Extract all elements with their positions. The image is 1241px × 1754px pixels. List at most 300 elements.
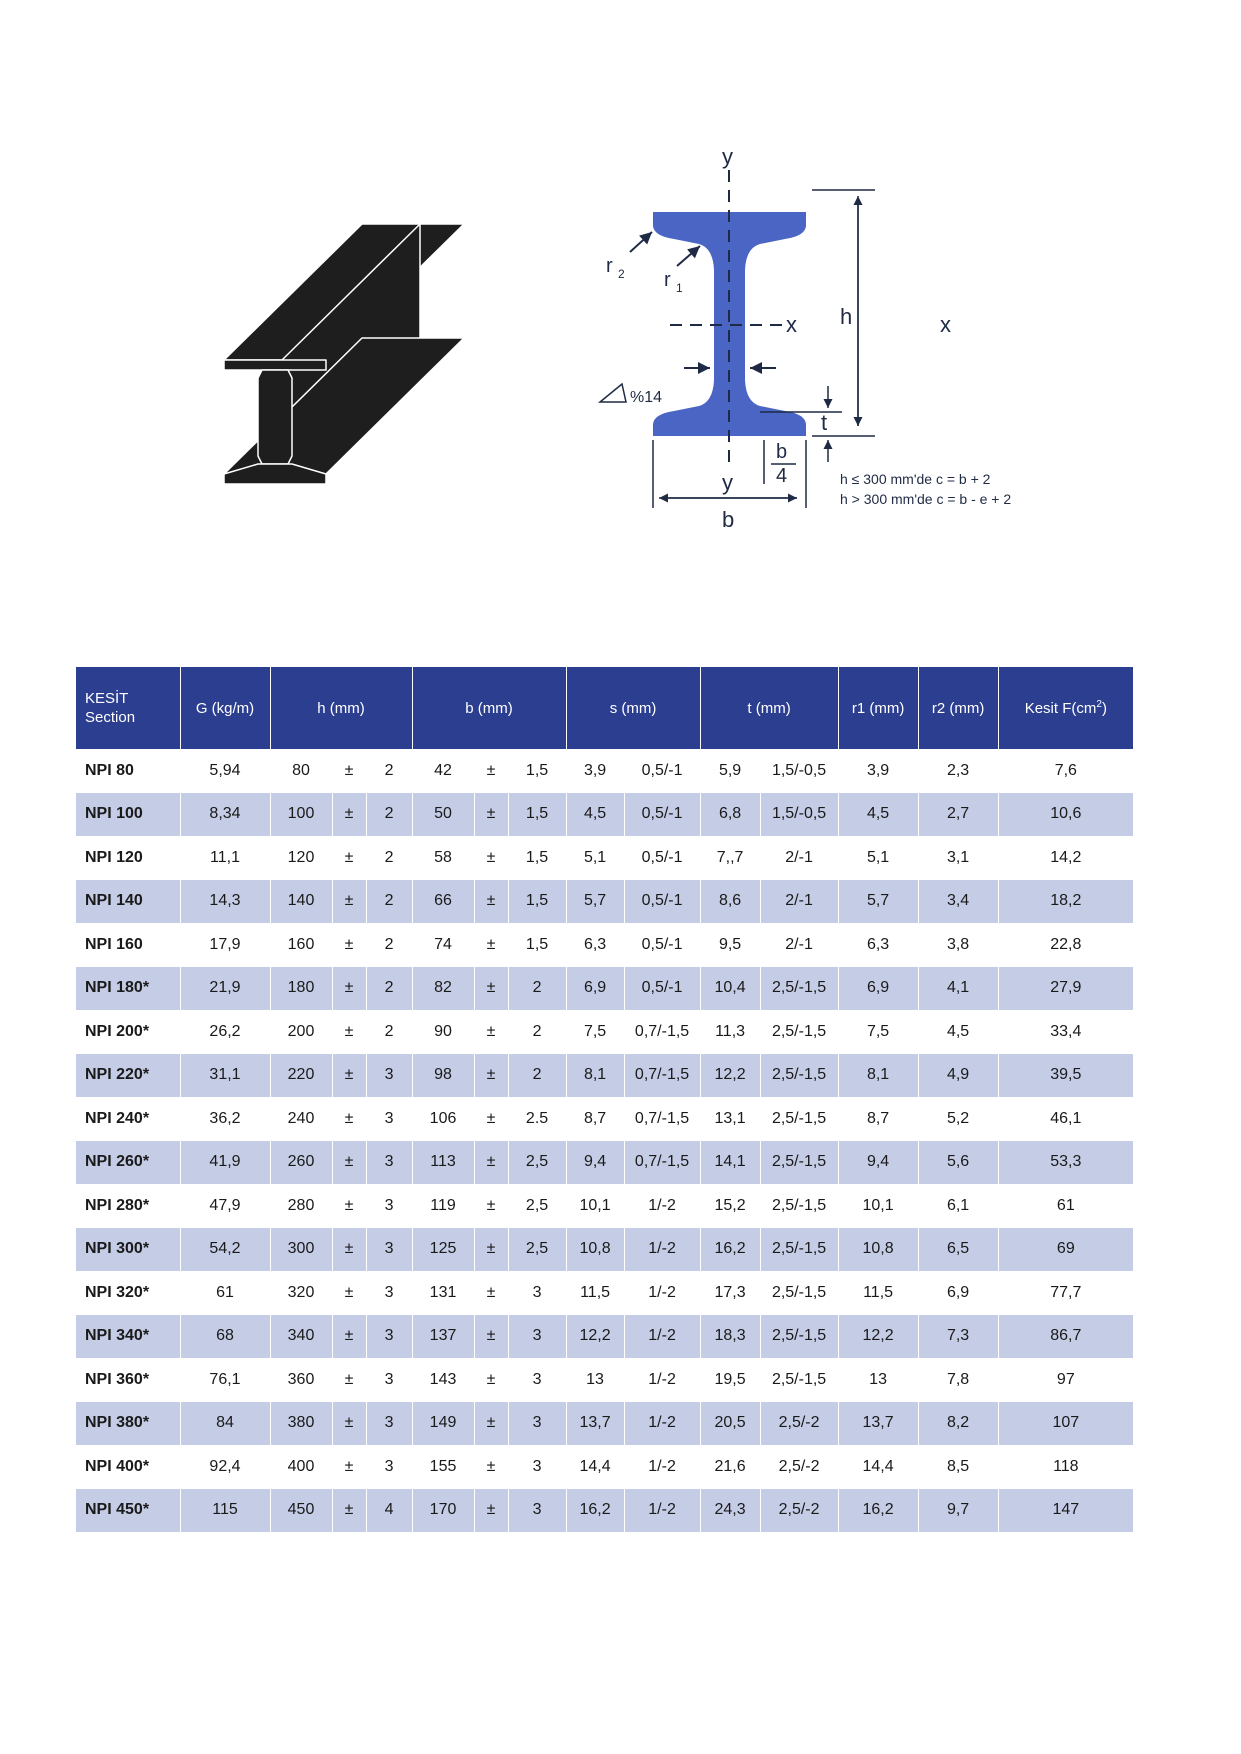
table-cell: 53,3: [998, 1141, 1133, 1185]
table-cell: ±: [332, 1010, 366, 1054]
table-cell: 0,5/-1: [624, 749, 700, 793]
table-cell: 2,5/-2: [760, 1445, 838, 1489]
table-cell: ±: [474, 793, 508, 837]
table-cell: ±: [332, 1141, 366, 1185]
table-cell: 3: [366, 1402, 412, 1446]
table-cell: 12,2: [566, 1315, 624, 1359]
table-cell: 360: [270, 1358, 332, 1402]
table-cell: ±: [332, 749, 366, 793]
table-cell: 6,9: [838, 967, 918, 1011]
table-cell: 8,6: [700, 880, 760, 924]
table-cell: 18,3: [700, 1315, 760, 1359]
table-cell: 2,5/-1,5: [760, 1010, 838, 1054]
note-line-1: h ≤ 300 mm'de c = b + 2: [840, 471, 991, 487]
header-width: b (mm): [412, 667, 566, 749]
table-cell: 2: [508, 1010, 566, 1054]
table-row: [76, 1445, 1133, 1489]
table-cell: ±: [474, 1315, 508, 1359]
section-name-cell: NPI 320*: [85, 1283, 150, 1301]
table-cell: 3: [366, 1445, 412, 1489]
table-cell: 4,1: [918, 967, 998, 1011]
table-row: [76, 1228, 1133, 1272]
table-row: [76, 1141, 1133, 1185]
table-cell: ±: [332, 1054, 366, 1098]
table-cell: 140: [270, 880, 332, 924]
table-cell: 7,3: [918, 1315, 998, 1359]
table-row: [76, 1010, 1133, 1054]
table-cell: 27,9: [998, 967, 1133, 1011]
table-cell: 6,9: [566, 967, 624, 1011]
table-cell: 137: [412, 1315, 474, 1359]
table-cell: 5,2: [918, 1097, 998, 1141]
table-row: [76, 1271, 1133, 1315]
table-cell: 1,5: [508, 749, 566, 793]
table-cell: 3,4: [918, 880, 998, 924]
header-height: h (mm): [270, 667, 412, 749]
table-cell: ±: [332, 880, 366, 924]
table-cell: 2,5/-1,5: [760, 967, 838, 1011]
table-cell: 16,2: [566, 1489, 624, 1533]
table-cell: 7,6: [998, 749, 1133, 793]
table-cell: 5,1: [838, 836, 918, 880]
b-quarter-numerator: b: [776, 441, 788, 463]
table-cell: 8,1: [566, 1054, 624, 1098]
table-cell: ±: [332, 1228, 366, 1272]
table-cell: 41,9: [180, 1141, 270, 1185]
header-weight: G (kg/m): [180, 667, 270, 749]
width-label: b: [722, 507, 735, 532]
header-flange-thickness: t (mm): [700, 667, 838, 749]
table-cell: 2: [366, 836, 412, 880]
table-cell: 2,5/-1,5: [760, 1184, 838, 1228]
table-cell: 5,6: [918, 1141, 998, 1185]
table-cell: 125: [412, 1228, 474, 1272]
table-cell: 26,2: [180, 1010, 270, 1054]
table-cell: 12,2: [838, 1315, 918, 1359]
table-cell: 20,5: [700, 1402, 760, 1446]
table-cell: 61: [998, 1184, 1133, 1228]
table-cell: 3,1: [918, 836, 998, 880]
table-cell: 98: [412, 1054, 474, 1098]
table-cell: 2,5/-1,5: [760, 1271, 838, 1315]
table-cell: ±: [474, 1358, 508, 1402]
table-cell: 2,5/-1,5: [760, 1141, 838, 1185]
table-cell: 6,3: [566, 923, 624, 967]
table-cell: 21,9: [180, 967, 270, 1011]
table-cell: 10,1: [838, 1184, 918, 1228]
table-cell: 2,5: [508, 1184, 566, 1228]
table-cell: 80: [270, 749, 332, 793]
table-cell: 1,5: [508, 836, 566, 880]
table-cell: 155: [412, 1445, 474, 1489]
table-cell: 14,2: [998, 836, 1133, 880]
table-cell: 36,2: [180, 1097, 270, 1141]
table-cell: 0,5/-1: [624, 836, 700, 880]
table-cell: 119: [412, 1184, 474, 1228]
table-cell: 58: [412, 836, 474, 880]
table-cell: 6,8: [700, 793, 760, 837]
table-cell: ±: [474, 1141, 508, 1185]
table-cell: 3: [366, 1097, 412, 1141]
r2-subscript: 2: [618, 267, 625, 281]
table-cell: 120: [270, 836, 332, 880]
section-name-cell: NPI 100: [76, 793, 180, 837]
table-cell: ±: [332, 1445, 366, 1489]
flange-thickness-label: t: [821, 410, 828, 435]
table-cell: 31,1: [180, 1054, 270, 1098]
table-row: [76, 1054, 1133, 1098]
table-cell: 1,5/-0,5: [760, 749, 838, 793]
table-cell: 4: [366, 1489, 412, 1533]
header-section-tr: KESİT: [85, 690, 129, 707]
table-cell: ±: [474, 1228, 508, 1272]
table-cell: 113: [412, 1141, 474, 1185]
table-cell: 2: [366, 793, 412, 837]
table-cell: 3,9: [566, 749, 624, 793]
table-cell: 280: [270, 1184, 332, 1228]
table-cell: 74: [412, 923, 474, 967]
table-cell: 10,1: [566, 1184, 624, 1228]
table-cell: 2/-1: [760, 836, 838, 880]
table-cell: 2/-1: [760, 880, 838, 924]
table-cell: 50: [412, 793, 474, 837]
section-name-cell: NPI 160: [85, 935, 143, 953]
table-cell: 86,7: [998, 1315, 1133, 1359]
table-cell: 11,1: [180, 836, 270, 880]
table-row: [76, 1097, 1133, 1141]
table-cell: 6,3: [838, 923, 918, 967]
table-cell: 2: [366, 1010, 412, 1054]
table-cell: 16,2: [838, 1489, 918, 1533]
table-cell: 0,7/-1,5: [624, 1141, 700, 1185]
table-row: [76, 880, 1133, 924]
table-cell: 3: [508, 1271, 566, 1315]
table-cell: 2,3: [918, 749, 998, 793]
table-cell: 2: [366, 749, 412, 793]
table-cell: 118: [998, 1445, 1133, 1489]
table-cell: 17,3: [700, 1271, 760, 1315]
table-cell: 0,5/-1: [624, 880, 700, 924]
table-cell: 2,5/-2: [760, 1489, 838, 1533]
table-cell: ±: [474, 1054, 508, 1098]
table-cell: 1,5: [508, 923, 566, 967]
table-cell: 61: [180, 1271, 270, 1315]
table-cell: 320: [270, 1271, 332, 1315]
table-cell: 2: [366, 880, 412, 924]
table-cell: 3: [508, 1315, 566, 1359]
table-cell: 2,5: [508, 1228, 566, 1272]
table-cell: 3: [508, 1445, 566, 1489]
table-cell: 66: [412, 880, 474, 924]
table-cell: 200: [270, 1010, 332, 1054]
table-cell: 2,7: [918, 793, 998, 837]
table-row: [76, 1315, 1133, 1359]
table-cell: 106: [412, 1097, 474, 1141]
table-cell: 1/-2: [624, 1489, 700, 1533]
table-cell: 14,4: [566, 1445, 624, 1489]
table-cell: 3: [366, 1271, 412, 1315]
section-name-cell: NPI 80: [85, 761, 134, 779]
table-cell: 2: [366, 923, 412, 967]
table-cell: 115: [180, 1489, 270, 1533]
table-row: [76, 1489, 1133, 1533]
table-cell: 69: [998, 1228, 1133, 1272]
header-section-en: Section: [85, 709, 136, 726]
table-cell: 68: [180, 1315, 270, 1359]
table-cell: 1,5/-0,5: [760, 793, 838, 837]
table-cell: 220: [270, 1054, 332, 1098]
table-cell: 240: [270, 1097, 332, 1141]
table-cell: ±: [474, 1271, 508, 1315]
table-cell: 6,1: [918, 1184, 998, 1228]
axis-y-bottom-label: y: [722, 470, 733, 495]
table-row: [76, 836, 1133, 880]
r1-label: r: [664, 269, 671, 291]
npi-specification-table: [76, 667, 1133, 1532]
table-cell: ±: [474, 1097, 508, 1141]
axis-x-label: x: [786, 312, 797, 337]
table-cell: 2: [508, 1054, 566, 1098]
table-cell: 3: [366, 1141, 412, 1185]
header-section: [76, 667, 180, 749]
table-cell: 1/-2: [624, 1358, 700, 1402]
table-cell: 3: [366, 1228, 412, 1272]
table-cell: 2,5/-1,5: [760, 1358, 838, 1402]
section-name-cell: NPI 400*: [85, 1457, 150, 1475]
table-cell: 100: [270, 793, 332, 837]
table-cell: 1/-2: [624, 1228, 700, 1272]
table-cell: 147: [998, 1489, 1133, 1533]
table-cell: 19,5: [700, 1358, 760, 1402]
table-cell: 8,2: [918, 1402, 998, 1446]
table-cell: 14,4: [838, 1445, 918, 1489]
section-name-cell: NPI 380*: [76, 1402, 180, 1446]
table-cell: 143: [412, 1358, 474, 1402]
table-cell: 47,9: [180, 1184, 270, 1228]
table-cell: ±: [474, 749, 508, 793]
table-cell: 0,7/-1,5: [624, 1010, 700, 1054]
table-cell: ±: [474, 923, 508, 967]
table-cell: 8,7: [566, 1097, 624, 1141]
table-cell: 1/-2: [624, 1184, 700, 1228]
table-cell: 5,1: [566, 836, 624, 880]
table-cell: ±: [474, 880, 508, 924]
table-cell: 10,8: [838, 1228, 918, 1272]
table-cell: 18,2: [998, 880, 1133, 924]
table-cell: 450: [270, 1489, 332, 1533]
table-cell: 149: [412, 1402, 474, 1446]
axis-y-top-label: y: [722, 144, 733, 169]
table-cell: 0,5/-1: [624, 967, 700, 1011]
table-cell: 4,5: [918, 1010, 998, 1054]
table-cell: ±: [332, 1315, 366, 1359]
table-cell: 97: [998, 1358, 1133, 1402]
table-cell: ±: [332, 923, 366, 967]
table-cell: ±: [474, 836, 508, 880]
table-cell: 1/-2: [624, 1445, 700, 1489]
table-cell: 3: [508, 1489, 566, 1533]
table-cell: 170: [412, 1489, 474, 1533]
table-row: [76, 793, 1133, 837]
table-cell: ±: [474, 1010, 508, 1054]
table-cell: 82: [412, 967, 474, 1011]
table-cell: 2,5/-2: [760, 1402, 838, 1446]
table-cell: 260: [270, 1141, 332, 1185]
table-cell: 14,1: [700, 1141, 760, 1185]
table-cell: 340: [270, 1315, 332, 1359]
i-beam-3d-illustration: [222, 218, 472, 498]
table-cell: 8,5: [918, 1445, 998, 1489]
r2-label: r: [606, 255, 613, 277]
table-cell: 84: [180, 1402, 270, 1446]
table-cell: 3: [366, 1054, 412, 1098]
table-cell: 400: [270, 1445, 332, 1489]
table-cell: 21,6: [700, 1445, 760, 1489]
table-cell: 107: [998, 1402, 1133, 1446]
section-name-cell: NPI 450*: [76, 1489, 180, 1533]
table-cell: 9,4: [838, 1141, 918, 1185]
table-cell: 10,8: [566, 1228, 624, 1272]
table-cell: 3: [366, 1315, 412, 1359]
table-row: [76, 923, 1133, 967]
table-cell: 1/-2: [624, 1402, 700, 1446]
table-cell: 2: [508, 967, 566, 1011]
table-cell: 2.5: [508, 1097, 566, 1141]
table-cell: 54,2: [180, 1228, 270, 1272]
table-cell: 8,1: [838, 1054, 918, 1098]
table-cell: 13,7: [566, 1402, 624, 1446]
table-cell: ±: [332, 967, 366, 1011]
table-cell: 13,1: [700, 1097, 760, 1141]
table-cell: 7,5: [838, 1010, 918, 1054]
table-cell: 4,5: [838, 793, 918, 837]
table-cell: 7,8: [918, 1358, 998, 1402]
table-cell: 3,8: [918, 923, 998, 967]
table-cell: ±: [474, 1184, 508, 1228]
table-cell: 0,7/-1,5: [624, 1097, 700, 1141]
table-cell: 4,9: [918, 1054, 998, 1098]
table-cell: 0,5/-1: [624, 923, 700, 967]
table-cell: 9,5: [700, 923, 760, 967]
table-cell: 0,5/-1: [624, 793, 700, 837]
table-cell: 3,9: [838, 749, 918, 793]
b-quarter-denominator: 4: [776, 465, 788, 487]
table-cell: 4,5: [566, 793, 624, 837]
table-cell: 6,9: [918, 1271, 998, 1315]
table-cell: 1,5: [508, 793, 566, 837]
table-cell: 13: [838, 1358, 918, 1402]
table-cell: 7,5: [566, 1010, 624, 1054]
i-beam-cross-section-diagram: [590, 140, 1110, 560]
section-name-cell: NPI 220*: [76, 1054, 180, 1098]
table-cell: 1/-2: [624, 1271, 700, 1315]
table-cell: 90: [412, 1010, 474, 1054]
section-name-cell: NPI 180*: [76, 967, 180, 1011]
section-name-cell: NPI 260*: [76, 1141, 180, 1185]
table-cell: 2,5/-1,5: [760, 1315, 838, 1359]
height-label: h: [840, 304, 853, 329]
table-cell: ±: [332, 836, 366, 880]
table-cell: 92,4: [180, 1445, 270, 1489]
table-cell: 2,5/-1,5: [760, 1054, 838, 1098]
table-cell: 46,1: [998, 1097, 1133, 1141]
header-r2: r2 (mm): [918, 667, 998, 749]
table-cell: 33,4: [998, 1010, 1133, 1054]
table-cell: 3: [508, 1402, 566, 1446]
table-cell: 17,9: [180, 923, 270, 967]
table-cell: 13: [566, 1358, 624, 1402]
table-cell: 160: [270, 923, 332, 967]
table-cell: 76,1: [180, 1358, 270, 1402]
table-cell: ±: [332, 1358, 366, 1402]
table-cell: 2,5: [508, 1141, 566, 1185]
section-name-cell: NPI 120: [85, 848, 143, 866]
table-cell: 2,5/-1,5: [760, 1097, 838, 1141]
axis-x-far-label: x: [940, 312, 951, 337]
slope-label: %14: [630, 389, 663, 406]
table-cell: 2,5/-1,5: [760, 1228, 838, 1272]
table-cell: ±: [332, 1097, 366, 1141]
table-row: [76, 749, 1133, 793]
table-cell: 1,5: [508, 880, 566, 924]
table-cell: 2/-1: [760, 923, 838, 967]
table-cell: 9,4: [566, 1141, 624, 1185]
table-cell: 131: [412, 1271, 474, 1315]
table-cell: 6,5: [918, 1228, 998, 1272]
table-cell: ±: [332, 793, 366, 837]
table-row: [76, 1358, 1133, 1402]
header-area: Kesit $F(cm^2)$: [998, 667, 1133, 749]
table-cell: 11,3: [700, 1010, 760, 1054]
section-name-cell: NPI 360*: [85, 1370, 150, 1388]
section-name-cell: NPI 280*: [85, 1196, 150, 1214]
table-cell: ±: [474, 967, 508, 1011]
table-cell: 5,94: [180, 749, 270, 793]
table-cell: 8,34: [180, 793, 270, 837]
table-cell: 13,7: [838, 1402, 918, 1446]
table-cell: 77,7: [998, 1271, 1133, 1315]
table-cell: 2: [366, 967, 412, 1011]
section-name-cell: NPI 340*: [76, 1315, 180, 1359]
table-cell: ±: [474, 1489, 508, 1533]
table-cell: 1/-2: [624, 1315, 700, 1359]
table-cell: 9,7: [918, 1489, 998, 1533]
header-web-thickness: s (mm): [566, 667, 700, 749]
table-cell: 380: [270, 1402, 332, 1446]
table-cell: 3: [508, 1358, 566, 1402]
table-cell: ±: [474, 1402, 508, 1446]
table-row: [76, 1184, 1133, 1228]
section-name-cell: NPI 140: [76, 880, 180, 924]
table-cell: 42: [412, 749, 474, 793]
section-name-cell: NPI 300*: [76, 1228, 180, 1272]
table-cell: 5,9: [700, 749, 760, 793]
table-cell: 3: [366, 1184, 412, 1228]
table-cell: 180: [270, 967, 332, 1011]
table-cell: 3: [366, 1358, 412, 1402]
table-cell: 14,3: [180, 880, 270, 924]
table-cell: 12,2: [700, 1054, 760, 1098]
r1-subscript: 1: [676, 281, 683, 295]
table-cell: 11,5: [566, 1271, 624, 1315]
table-cell: ±: [332, 1489, 366, 1533]
table-cell: 24,3: [700, 1489, 760, 1533]
header-r1: r1 (mm): [838, 667, 918, 749]
table-cell: ±: [474, 1445, 508, 1489]
table-row: [76, 967, 1133, 1011]
table-cell: 5,7: [838, 880, 918, 924]
table-cell: 10,4: [700, 967, 760, 1011]
